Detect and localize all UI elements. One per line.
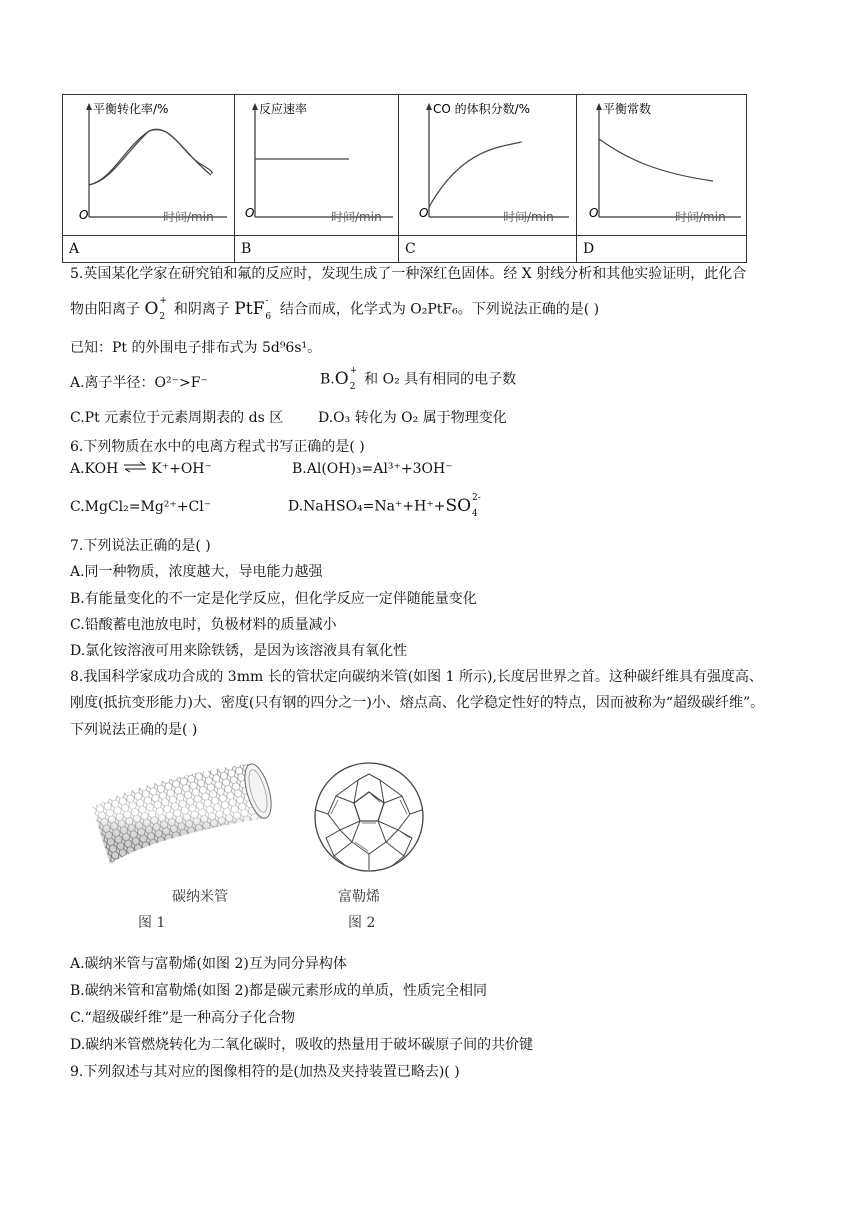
q6-option-d-text: D.NaHSO₄=Na⁺+H⁺+ bbox=[288, 498, 446, 515]
q6-option-a-a: A.KOH bbox=[70, 461, 119, 477]
equilibrium-arrow-icon bbox=[123, 461, 147, 477]
graph-a-xlabel: 时间/min bbox=[163, 210, 214, 224]
graph-b-cell bbox=[235, 95, 399, 236]
q5-cation-formula: O + 2 bbox=[144, 296, 167, 322]
q5-line2-c: 结合而成，化学式为 O₂PtF₆。下列说法正确的是( ) bbox=[279, 301, 600, 318]
graph-a-cell bbox=[63, 95, 235, 236]
graph-d-xlabel: 时间/min bbox=[675, 210, 726, 224]
graph-b-letter: B bbox=[235, 236, 399, 263]
carbon-nanotube-image bbox=[80, 760, 280, 880]
q6-option-b: B.Al(OH)₃=Al³⁺+3OH⁻ bbox=[292, 461, 453, 477]
q5-line2 bbox=[70, 298, 599, 320]
graph-table bbox=[62, 94, 747, 263]
q5-known: 已知：Pt 的外围电子排布式为 5d⁹6s¹。 bbox=[70, 340, 322, 356]
graph-d bbox=[577, 95, 745, 231]
q5-line1: 5.英国某化学家在研究铂和氟的反应时，发现生成了一种深红色固体。经 X 射线分析和其他实验证明，此化合 bbox=[70, 266, 747, 282]
figure-2-label: 图 2 bbox=[348, 915, 376, 931]
q5-option-b bbox=[320, 368, 516, 390]
graph-a-letter: A bbox=[63, 236, 235, 263]
q6-option-a bbox=[70, 461, 212, 477]
graph-a bbox=[63, 95, 233, 231]
q7-option-b: B.有能量变化的不一定是化学反应，但化学反应一定伴随能量变化 bbox=[70, 591, 477, 607]
q9-stem: 9.下列叙述与其对应的图像相符的是(加热及夹持装置已略去)( ) bbox=[70, 1064, 460, 1080]
q5-option-b-formula: O + 2 bbox=[334, 366, 358, 392]
fullerene-image bbox=[306, 762, 432, 872]
q8-option-b: B.碳纳米管和富勒烯(如图 2)都是碳元素形成的单质，性质完全相同 bbox=[70, 983, 488, 999]
q7-stem: 7.下列说法正确的是( ) bbox=[70, 538, 211, 554]
graph-d-letter: D bbox=[577, 236, 747, 263]
figure-1-caption: 碳纳米管 bbox=[172, 889, 228, 905]
q8-option-d: D.碳纳米管燃烧转化为二氧化碳时，吸收的热量用于破坏碳原子间的共价键 bbox=[70, 1037, 534, 1053]
q6-sulfate-formula: SO 2- 4 bbox=[445, 493, 481, 519]
graph-d-ylabel: 平衡常数 bbox=[603, 102, 652, 116]
q7-option-c: C.铅酸蓄电池放电时，负极材料的质量减小 bbox=[70, 617, 337, 633]
graph-b-origin: O bbox=[245, 206, 255, 220]
q5-option-d: D.O₃ 转化为 O₂ 属于物理变化 bbox=[318, 410, 507, 426]
q5-option-b-b: 和 O₂ 具有相同的电子数 bbox=[364, 371, 517, 388]
graph-c-ylabel: CO 的体积分数/% bbox=[433, 102, 531, 116]
figure-2-caption: 富勒烯 bbox=[338, 889, 380, 905]
figure-1 bbox=[80, 760, 280, 940]
q6-option-d bbox=[288, 495, 482, 517]
figure-2 bbox=[300, 762, 450, 940]
graph-d-cell bbox=[577, 95, 747, 236]
graph-c-origin: O bbox=[419, 206, 429, 220]
q5-option-b-a: B. bbox=[320, 371, 335, 388]
q8-line3: 下列说法正确的是( ) bbox=[70, 722, 198, 738]
graph-c bbox=[399, 95, 575, 231]
q5-option-a: A.离子半径：O²⁻>F⁻ bbox=[70, 375, 208, 391]
q5-line2-a: 物由阳离子 bbox=[70, 301, 140, 318]
graph-b-xlabel: 时间/min bbox=[331, 210, 382, 224]
graph-b-ylabel: 反应速率 bbox=[259, 102, 308, 116]
q5-line2-b: 和阴离子 bbox=[173, 301, 230, 318]
graph-c-letter: C bbox=[399, 236, 577, 263]
q8-option-a: A.碳纳米管与富勒烯(如图 2)互为同分异构体 bbox=[70, 956, 347, 972]
figure-1-label: 图 1 bbox=[138, 915, 166, 931]
q6-option-c: C.MgCl₂=Mg²⁺+Cl⁻ bbox=[70, 499, 212, 515]
q5-option-c: C.Pt 元素位于元素周期表的 ds 区 bbox=[70, 410, 284, 426]
graph-d-origin: O bbox=[589, 206, 599, 220]
q7-option-a: A.同一种物质，浓度越大，导电能力越强 bbox=[70, 564, 323, 580]
q6-option-a-b: K⁺+OH⁻ bbox=[151, 461, 212, 477]
q6-stem: 6.下列物质在水中的电离方程式书写正确的是( ) bbox=[70, 439, 365, 455]
graph-a-ylabel: 平衡转化率/% bbox=[93, 102, 169, 116]
q5-anion-formula: PtF - 6 bbox=[234, 296, 272, 322]
graph-c-xlabel: 时间/min bbox=[503, 210, 554, 224]
q7-option-d: D.氯化铵溶液可用来除铁锈，是因为该溶液具有氧化性 bbox=[70, 643, 408, 659]
q8-line1: 8.我国科学家成功合成的 3mm 长的管状定向碳纳米管(如图 1 所示),长度居世界之首。这种碳纤维具有强度高、 bbox=[70, 669, 763, 685]
graph-b bbox=[235, 95, 397, 231]
q8-line2: 刚度(抵抗变形能力)大、密度(只有钢的四分之一)小、熔点高、化学稳定性好的特点，因而被称为“超级碳纤维”。 bbox=[70, 695, 765, 711]
graph-c-cell bbox=[399, 95, 577, 236]
q8-option-c: C.“超级碳纤维”是一种高分子化合物 bbox=[70, 1010, 295, 1026]
graph-a-origin: O bbox=[79, 208, 89, 222]
